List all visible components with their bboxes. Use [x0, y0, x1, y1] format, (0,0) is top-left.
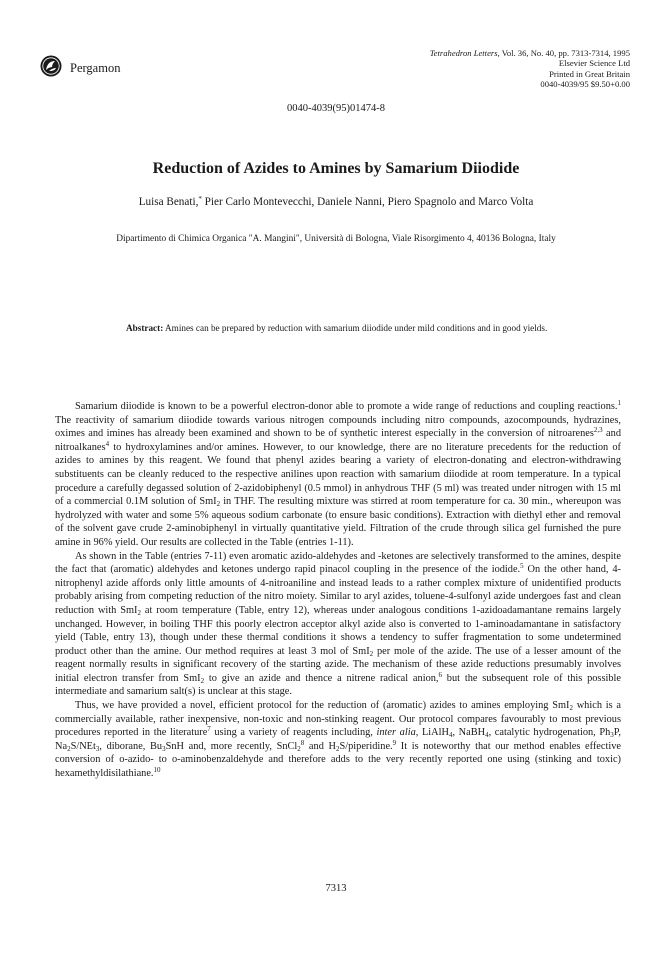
text-run: to hydroxylamines and/or amines. However, to our knowledge, there are no literature precedents for the reduction of azides to amines by this reagent. We found that phenyl azides bearing a variety of electron-donating and electron-withdrawing substituents can be cleanly reduced to the respective anilines upon reaction with samarium diiodide at room temperature. In a typical procedure a carefully degassed solution of 2-azidobiphenyl (0.5 mmol) in anhydrous THF (5 ml) was treated under nitrogen with 15 ml of a commercial 0.1M solution of SmI — [55, 441, 621, 508]
text-run: Thus, we have provided a novel, efficient protocol for the reduction of (aromatic) azides to amines employing SmI — [75, 700, 570, 712]
text-run: P, Na — [55, 727, 621, 752]
text-run: per mole of the azide. The use of a lesser amount of the reagent normally results in significant recovery of the starting azide. The mechanism of these azide reductions presumably involves initial electron transfer from SmI — [55, 645, 621, 684]
text-run: On the other hand, 4-nitrophenyl azide affords only little amounts of 4-nitroaniline and instead leads to a rather complex mixture of unidentified products probably arising from competing reduction of the nitro moiety. Similar to aryl azides, toluene-4-sulfonyl azide undergoes fast and clean reduction with SmI — [55, 564, 621, 616]
article-identifier: 0040-4039(95)01474-8 — [287, 103, 385, 114]
journal-citation — [430, 48, 630, 90]
reference-mark: 1 — [617, 399, 621, 407]
journal-volume-info: , Vol. 36, No. 40, pp. 7313-7314, 1995 — [497, 48, 630, 58]
abstract-text: Amines can be prepared by reduction with samarium diiodide under mild conditions and in good yields. — [163, 323, 548, 333]
text-run: and nitroalkanes — [55, 428, 621, 453]
abstract — [126, 321, 566, 336]
reference-mark: 4 — [105, 439, 110, 448]
text-run: It is noteworthy that our method enables effective conversion of o-azido- to o-aminobenzaldehyde and therefore adds to the very recently reported one using (stinking and toxic) hexamethyldisilathiane. — [55, 740, 621, 780]
publisher-name: Pergamon — [70, 61, 121, 75]
text-run: , diborane, Bu — [99, 740, 163, 752]
journal-printed-line: Printed in Great Britain — [549, 68, 630, 79]
subscript: 2 — [369, 649, 374, 658]
author-affiliation: Dipartimento di Chimica Organica "A. Mangini", Università di Bologna, Viale Risorgimento 4, 40136 Bologna, Italy — [116, 234, 556, 244]
journal-title: Tetrahedron Letters — [429, 48, 498, 58]
text-run: but the subsequent role of this possible intermediate and samarium salt(s) is unclear at this stage. — [55, 672, 621, 698]
subscript: 2 — [216, 500, 221, 509]
subscript: 2 — [67, 744, 71, 753]
reference-mark: 7 — [207, 725, 211, 734]
text-run: which is a commercially available, rather inexpensive, non-toxic and non-stinking reagent. Our protocol compares favourably to most previous procedures reported in the literature — [55, 700, 621, 739]
subscript: 2 — [297, 744, 301, 753]
text-run: SnH and, more recently, SnCl — [165, 740, 298, 752]
pergamon-logo-icon — [40, 55, 62, 77]
corresponding-author-mark: * — [198, 195, 202, 203]
subscript: 2 — [200, 676, 205, 685]
text-run: in THF. The resulting mixture was stirred at room temperature for ca. 30 min., whereupon was hydrolyzed with water and some 5% aqueous sodium carbonate (to ensure basic conditions). Extraction with diethyl ether and removal of the solvent gave crude 2-aminobiphenyl in virtually quantitative yield. Filtration of the crude through silica gel furnished the pure amine in 96% yield. Our results are collected in the Table (entries 1-11). — [55, 496, 621, 548]
text-run: S/piperidine. — [339, 740, 393, 752]
page-number: 7313 — [325, 883, 347, 894]
subscript: 3 — [95, 744, 100, 753]
journal-publisher-line: Elsevier Science Ltd — [558, 58, 630, 69]
subscript: 2 — [137, 608, 141, 617]
first-author: Luisa Benati, — [138, 196, 199, 208]
italic-text: inter alia — [376, 727, 416, 739]
other-authors: Pier Carlo Montevecchi, Daniele Nanni, Piero Spagnolo and Marco Volta — [201, 196, 534, 208]
text-run: , NaBH — [452, 727, 486, 739]
subscript: 2 — [569, 704, 573, 713]
text-run: to give an azide and thence a nitrene radical anion, — [204, 672, 439, 684]
text-run: The reactivity of samarium diiodide towards various nitrogen compounds including nitro compounds, azocompounds, hydrazines, oximes and imines has already been examined and shown to be of synthetic interest especially in the conversion of nitroarenes — [55, 414, 621, 440]
abstract-label: Abstract: — [126, 323, 164, 333]
reference-mark: 5 — [520, 562, 524, 571]
subscript: 4 — [448, 731, 453, 740]
reference-mark: 6 — [438, 670, 442, 679]
reference-mark: 10 — [153, 766, 161, 775]
text-run: , catalytic hydrogenation, Ph — [488, 727, 611, 739]
subscript: 4 — [485, 731, 489, 740]
reference-mark: 2,3 — [593, 426, 603, 435]
subscript: 3 — [162, 744, 166, 753]
text-run: S/NEt — [70, 740, 96, 752]
subscript: 3 — [610, 731, 614, 740]
paragraph-3 — [55, 699, 621, 781]
text-run: at room temperature (Table, entry 12), whereas under analogous conditions 1-azidoadamantane remains largely unchanged. However, in boiling THF this poorly electron acceptor alkyl azide also is converted to 1-aminoadamantane in satisfactory yield (Table, entry 13), though under these thermal conditions it shows a tendency to suffer fragmentation to some undetermined product other than the amine. Our method requires at least 3 mol of SmI — [55, 604, 621, 657]
text-run: Samarium diiodide is known to be a powerful electron-donor able to promote a wide range of reductions and coupling reactions. — [75, 401, 618, 412]
reference-mark: 8 — [300, 738, 305, 747]
text-run: As shown in the Table (entries 7-11) even aromatic azido-aldehydes and -ketones are selectively transformed to the amines, despite the fact that (aromatic) aldehydes and ketones undergo rapid pinacol coupling in the presence of the iodide. — [55, 550, 621, 576]
paper-title: Reduction of Azides to Amines by Samarium Diiodide — [152, 160, 520, 177]
paragraph-1 — [55, 400, 621, 550]
reference-mark: 9 — [392, 738, 397, 747]
journal-citation-line — [430, 48, 630, 58]
text-run: , LiAlH — [415, 727, 449, 739]
journal-price-line: 0040-4039/95 $9.50+0.00 — [540, 79, 630, 90]
body-text — [55, 400, 621, 781]
paragraph-2 — [55, 550, 621, 700]
subscript: 2 — [335, 744, 340, 753]
author-list — [0, 196, 672, 208]
text-run: and H — [304, 740, 336, 752]
text-run: using a variety of reagents including, — [210, 727, 377, 739]
